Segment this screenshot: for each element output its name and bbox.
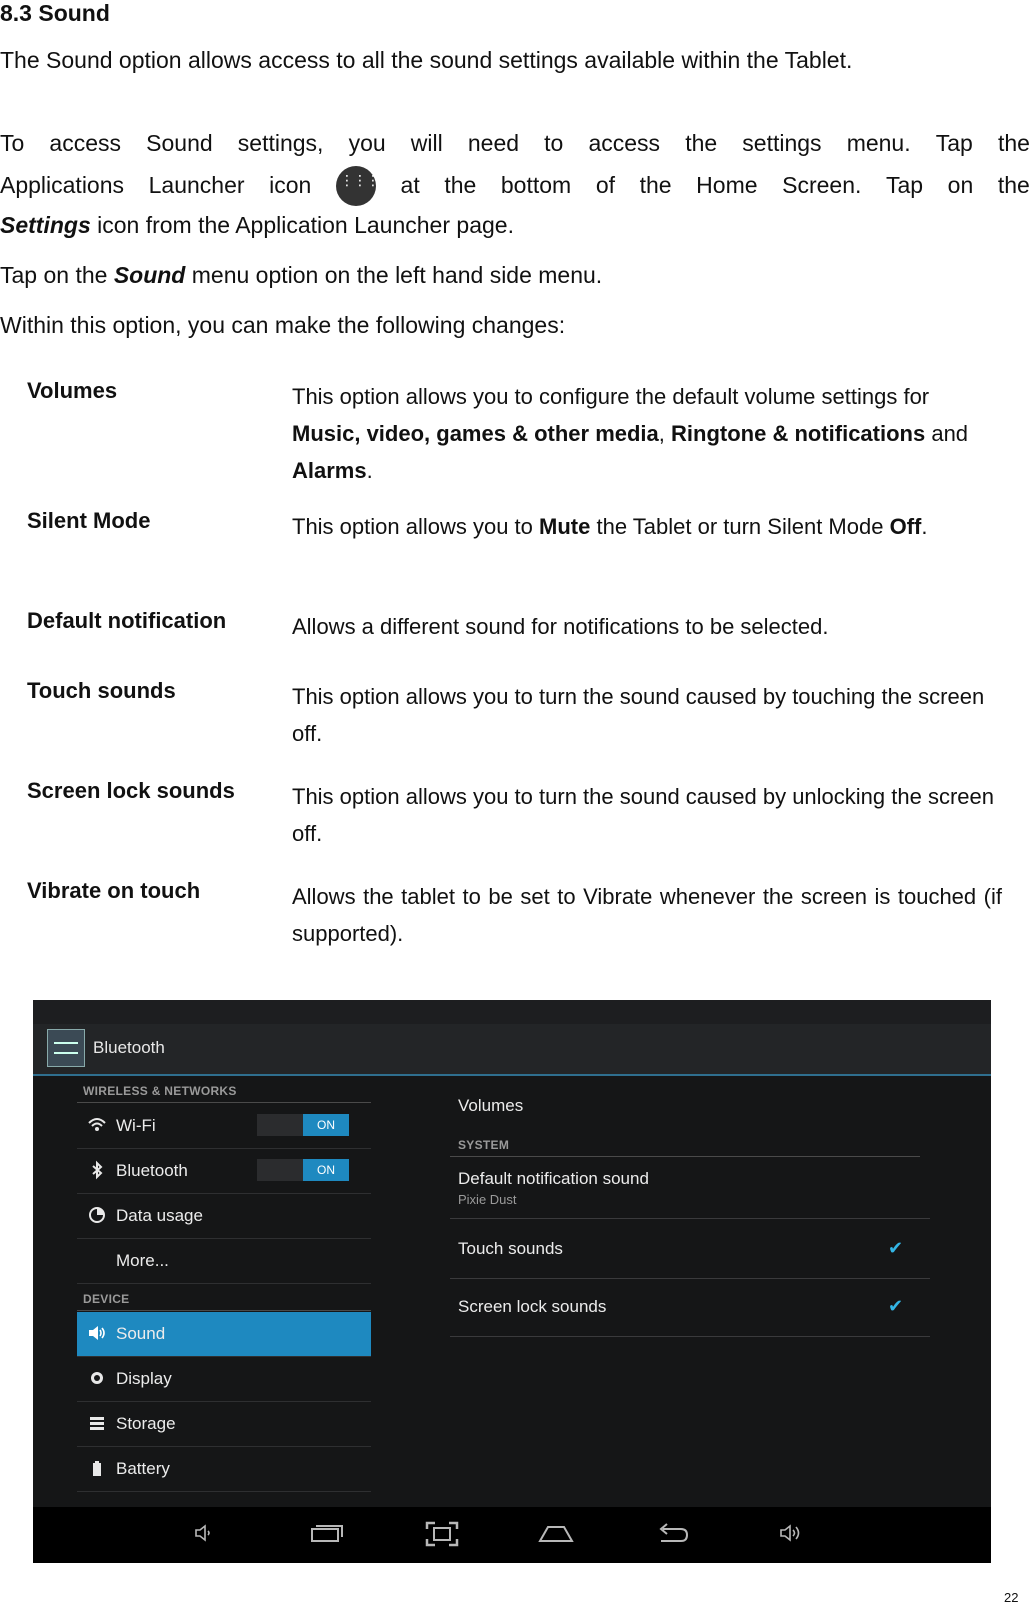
pref-title: Default notification sound: [458, 1169, 649, 1188]
app-launcher-icon: [336, 166, 376, 206]
bold-term: Music, video, games & other media: [292, 421, 659, 446]
toggle-state: ON: [303, 1114, 349, 1136]
pref-summary: Pixie Dust: [458, 1192, 517, 1207]
bluetooth-toggle[interactable]: [257, 1159, 349, 1181]
definition-term: Default notification: [27, 608, 227, 633]
word: Home: [696, 172, 758, 198]
word: To: [0, 130, 25, 156]
word: Screen.: [782, 172, 862, 198]
pref-title: Volumes: [458, 1096, 524, 1115]
definition-description: [292, 608, 1002, 645]
section-divider: [77, 1102, 371, 1103]
tap-instruction: [0, 262, 1030, 289]
desc-text: the Tablet or turn Silent Mode: [590, 514, 890, 539]
action-bar-title: Bluetooth: [93, 1038, 165, 1057]
access-paragraph-line-3: [0, 212, 1030, 239]
word: access: [588, 130, 661, 156]
display-icon: [87, 1368, 107, 1388]
wifi-toggle[interactable]: [257, 1114, 349, 1136]
word: on: [947, 172, 974, 198]
word: icon: [269, 172, 312, 198]
default-notification-preference[interactable]: [450, 1157, 930, 1219]
touch-sounds-preference[interactable]: [450, 1219, 930, 1279]
word: will: [410, 130, 443, 156]
definition-description: [292, 678, 1002, 752]
word: the: [997, 130, 1030, 156]
definition-term: Vibrate on touch: [27, 878, 201, 903]
access-paragraph-line-2: [0, 172, 1030, 206]
desc-text: ,: [658, 421, 672, 446]
bold-term: Off: [889, 514, 922, 539]
desc-text: and: [925, 421, 969, 446]
sidebar-item-label: Sound: [116, 1324, 166, 1343]
word: at: [400, 172, 420, 198]
volume-down-icon[interactable]: [193, 1521, 217, 1551]
desc-text: .: [921, 514, 928, 539]
sidebar-item-sound[interactable]: [77, 1312, 371, 1357]
checkmark-icon[interactable]: ✔: [888, 1238, 904, 1258]
sidebar-item-bluetooth[interactable]: [77, 1149, 371, 1194]
definition-term: Touch sounds: [27, 678, 176, 703]
sidebar-item-label: Display: [116, 1369, 172, 1388]
word: access: [49, 130, 122, 156]
sidebar-item-label: Battery: [116, 1459, 170, 1478]
section-heading: 8.3 Sound: [0, 0, 110, 26]
word: to: [544, 130, 564, 156]
sidebar-item-more[interactable]: [77, 1239, 371, 1284]
page-number: 22: [1004, 1590, 1019, 1605]
desc-text: Allows a different sound for notifications to be selected.: [292, 614, 829, 639]
device-section-header: DEVICE: [83, 1292, 130, 1306]
bold-term: Ringtone & notifications: [671, 421, 926, 446]
word: the: [685, 130, 718, 156]
storage-icon: [87, 1413, 107, 1433]
within-line: Within this option, you can make the following changes:: [0, 312, 566, 338]
sidebar-item-storage[interactable]: [77, 1402, 371, 1447]
settings-term: Settings: [0, 212, 91, 238]
volume-up-icon[interactable]: [778, 1521, 804, 1551]
word: settings: [742, 130, 822, 156]
sidebar-item-label: Bluetooth: [116, 1161, 188, 1180]
status-bar: [33, 1000, 991, 1024]
desc-text: This option allows you to turn the sound caused by unlocking the screen off.: [292, 784, 994, 846]
sidebar-item-wifi[interactable]: [77, 1104, 371, 1149]
back-icon[interactable]: [655, 1521, 689, 1551]
data-usage-icon: [87, 1205, 107, 1225]
word: settings,: [237, 130, 324, 156]
pref-title: Touch sounds: [458, 1239, 563, 1258]
sidebar-item-data-usage[interactable]: [77, 1194, 371, 1239]
tap-after: menu option on the left hand side menu.: [185, 262, 603, 288]
definition-term: Volumes: [27, 378, 118, 403]
toggle-state: ON: [303, 1159, 349, 1181]
word: of: [595, 172, 615, 198]
recent-apps-icon[interactable]: [308, 1521, 344, 1551]
bold-term: Alarms: [292, 458, 367, 483]
word: bottom: [500, 172, 572, 198]
word: menu.: [846, 130, 911, 156]
desc-text: This option allows you to turn the sound caused by touching the screen off.: [292, 684, 985, 746]
bluetooth-icon: [87, 1160, 107, 1180]
sound-term: Sound: [113, 262, 186, 288]
word: the: [639, 172, 672, 198]
access-paragraph-line-1: [0, 130, 1030, 157]
action-bar: [33, 1024, 991, 1076]
screenshot-icon[interactable]: [425, 1521, 459, 1553]
pref-title: Screen lock sounds: [458, 1297, 607, 1316]
sidebar-item-label: Wi-Fi: [116, 1116, 156, 1135]
word: Tap: [885, 172, 924, 198]
definition-description: [292, 508, 1002, 545]
desc-text: Allows the tablet to be set to Vibrate whenever the screen is touched (if supported).: [292, 884, 1002, 946]
definition-description: [292, 878, 1002, 952]
intro-paragraph: The Sound option allows access to all the sound settings available within the Tablet.: [0, 47, 853, 73]
home-icon[interactable]: [538, 1521, 574, 1551]
word: Tap: [935, 130, 973, 156]
word: Sound: [146, 130, 213, 156]
wireless-section-header: WIRELESS & NETWORKS: [83, 1084, 237, 1098]
sidebar-item-display[interactable]: [77, 1357, 371, 1402]
word: need: [467, 130, 520, 156]
definition-term: Screen lock sounds: [27, 778, 235, 803]
system-section-header: SYSTEM: [458, 1138, 510, 1152]
sidebar-item-battery[interactable]: [77, 1447, 371, 1492]
sidebar-item-label: Data usage: [116, 1206, 203, 1225]
desc-text: This option allows you to configure the default volume settings for: [292, 384, 930, 409]
volumes-preference[interactable]: [450, 1084, 930, 1144]
sidebar-item-label: More...: [116, 1251, 169, 1270]
access-line3-rest: icon from the Application Launcher page.: [90, 212, 514, 238]
checkmark-icon[interactable]: ✔: [888, 1296, 904, 1316]
bold-term: Mute: [539, 514, 591, 539]
word: Launcher: [148, 172, 245, 198]
word: you: [348, 130, 386, 156]
desc-text: .: [366, 458, 373, 483]
tablet-settings-screenshot: [33, 1000, 991, 1563]
desc-text: This option allows you to: [292, 514, 540, 539]
word: the: [444, 172, 477, 198]
definition-description: [292, 378, 1002, 489]
screen-lock-sounds-preference[interactable]: [450, 1279, 930, 1337]
tap-before: Tap on the: [0, 262, 114, 288]
navigation-bar: [33, 1507, 991, 1563]
sidebar-item-label: Storage: [116, 1414, 176, 1433]
settings-icon[interactable]: [47, 1029, 85, 1067]
wifi-icon: [87, 1115, 107, 1135]
definition-term: Silent Mode: [27, 508, 151, 533]
definition-description: [292, 778, 1002, 852]
word: the: [997, 172, 1030, 198]
section-divider: [77, 1310, 371, 1311]
speaker-icon: [87, 1323, 107, 1343]
battery-icon: [87, 1458, 107, 1478]
word: Applications: [0, 172, 125, 198]
